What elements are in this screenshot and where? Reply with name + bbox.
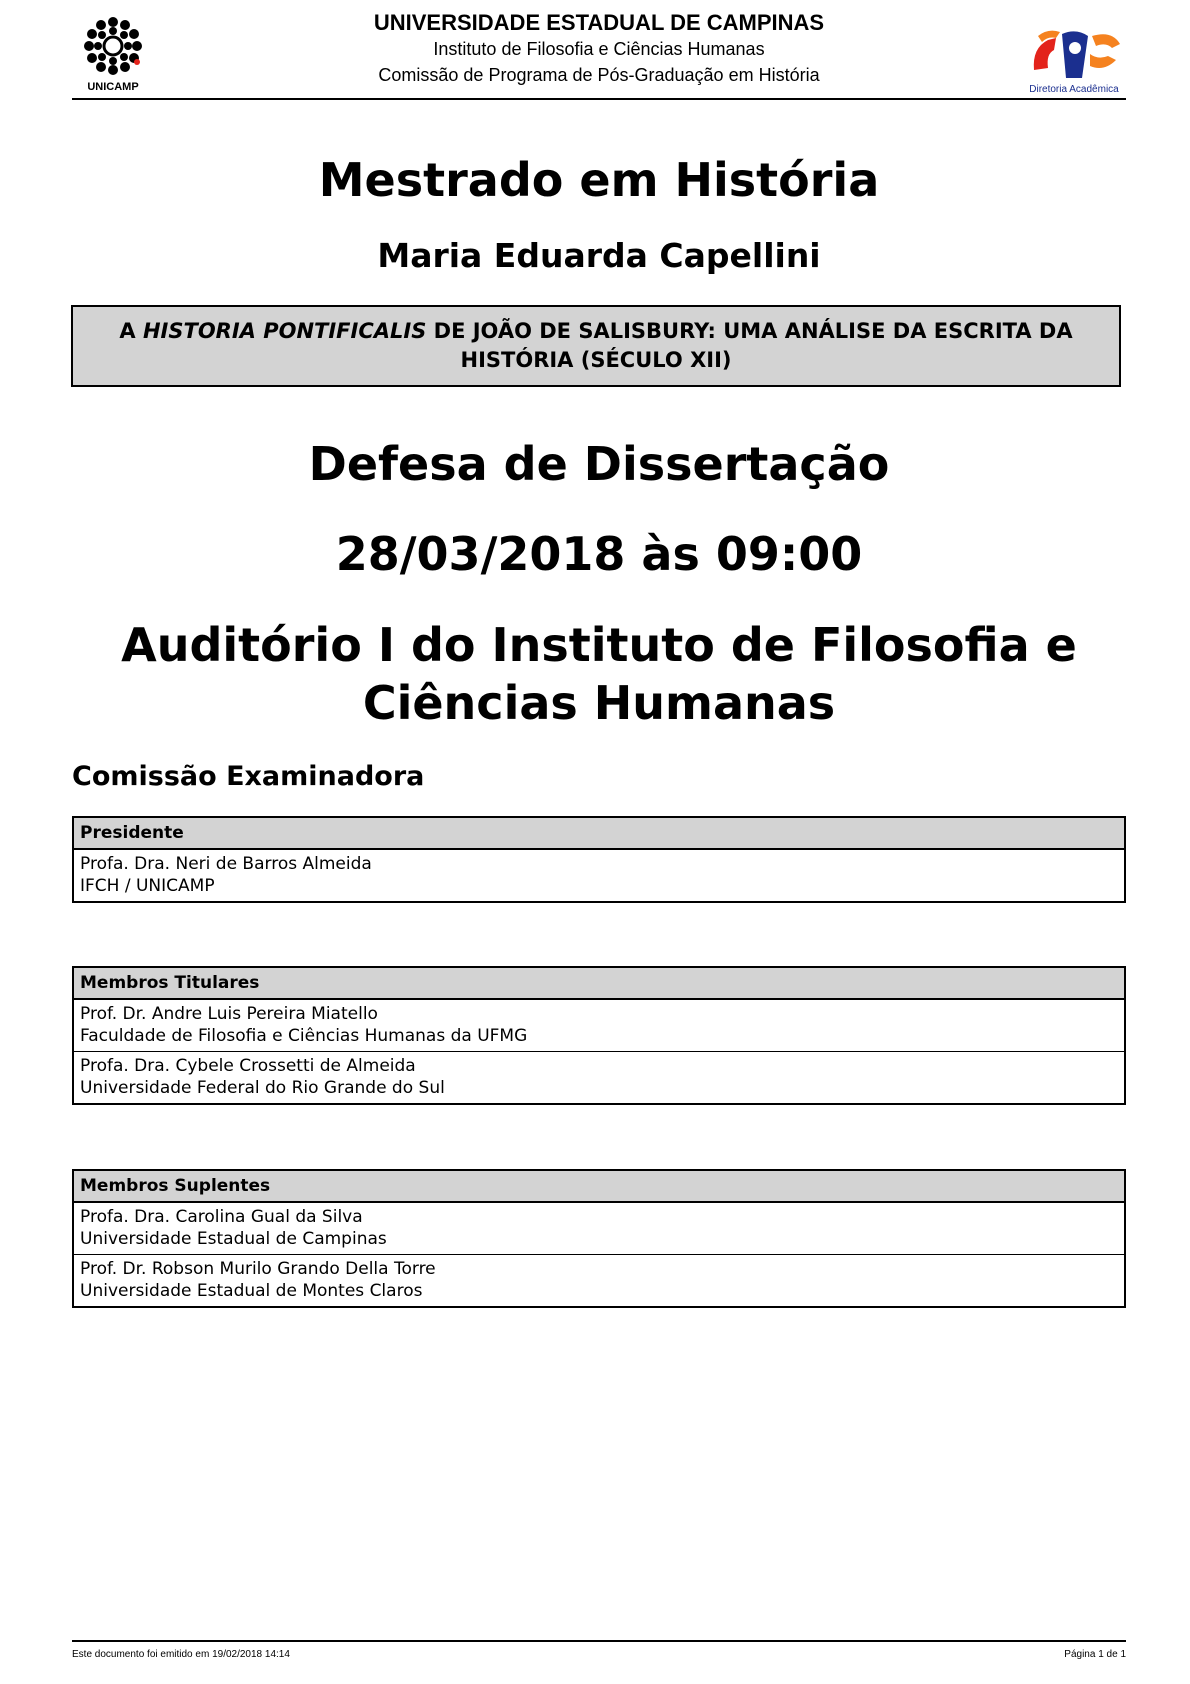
dac-logo-icon — [1026, 20, 1126, 98]
thesis-title-rest: DE JOÃO DE SALISBURY: UMA ANÁLISE DA ESCRITA DA HISTÓRIA (SÉCULO XII) — [426, 319, 1073, 372]
document-header — [72, 8, 1126, 100]
member-institution: Universidade Estadual de Montes Claros — [80, 1281, 423, 1301]
member-institution: IFCH / UNICAMP — [80, 876, 215, 896]
institute-name: Instituto de Filosofia e Ciências Humanas — [433, 39, 765, 59]
commission-name: Comissão de Programa de Pós-Graduação em História — [378, 65, 820, 85]
table-row — [73, 849, 1125, 902]
member-cell — [73, 999, 1125, 1052]
president-table — [72, 816, 1126, 903]
dac-logo — [1026, 20, 1126, 98]
thesis-title-italic: HISTORIA PONTIFICALIS — [142, 319, 427, 343]
titulares-header: Membros Titulares — [73, 967, 1125, 999]
issued-note: Este documento foi emitido em 19/02/2018 14:14 — [72, 1649, 290, 1660]
member-name: Profa. Dra. Cybele Crossetti de Almeida — [80, 1056, 416, 1076]
suplentes-table — [72, 1169, 1126, 1308]
titulares-table — [72, 966, 1126, 1105]
member-institution: Universidade Estadual de Campinas — [80, 1229, 387, 1249]
dac-logo-text: Diretoria Acadêmica — [1029, 84, 1119, 95]
table-row — [73, 1255, 1125, 1308]
thesis-title-box — [71, 305, 1121, 387]
table-row — [73, 1202, 1125, 1255]
member-name: Prof. Dr. Andre Luis Pereira Miatello — [80, 1004, 378, 1024]
university-name: UNIVERSIDADE ESTADUAL DE CAMPINAS — [373, 10, 825, 35]
table-row — [73, 1052, 1125, 1105]
course-title: Mestrado em História — [318, 153, 880, 207]
defense-type: Defesa de Dissertação — [308, 437, 890, 491]
member-cell — [73, 849, 1125, 902]
president-header: Presidente — [73, 817, 1125, 849]
table-row — [73, 999, 1125, 1052]
member-institution: Faculdade de Filosofia e Ciências Humanas da UFMG — [80, 1026, 528, 1046]
member-cell — [73, 1052, 1125, 1105]
member-name: Profa. Dra. Neri de Barros Almeida — [80, 854, 372, 874]
member-name: Profa. Dra. Carolina Gual da Silva — [80, 1207, 363, 1227]
unicamp-logo-text: UNICAMP — [87, 81, 139, 93]
defense-datetime: 28/03/2018 às 09:00 — [335, 527, 863, 581]
member-institution: Universidade Federal do Rio Grande do Sul — [80, 1078, 445, 1098]
member-name: Prof. Dr. Robson Murilo Grando Della Torre — [80, 1259, 436, 1279]
document-footer — [72, 1640, 1126, 1660]
student-name: Maria Eduarda Capellini — [377, 236, 821, 275]
page-number: Página 1 de 1 — [1064, 1649, 1126, 1660]
suplentes-header: Membros Suplentes — [73, 1170, 1125, 1202]
thesis-title-prefix: A — [119, 319, 143, 343]
member-cell — [73, 1255, 1125, 1308]
member-cell — [73, 1202, 1125, 1255]
header-text-block — [72, 10, 1126, 88]
board-title: Comissão Examinadora — [72, 761, 425, 792]
defense-place: Auditório I do Instituto de Filosofia e Ciências Humanas — [121, 618, 1077, 730]
